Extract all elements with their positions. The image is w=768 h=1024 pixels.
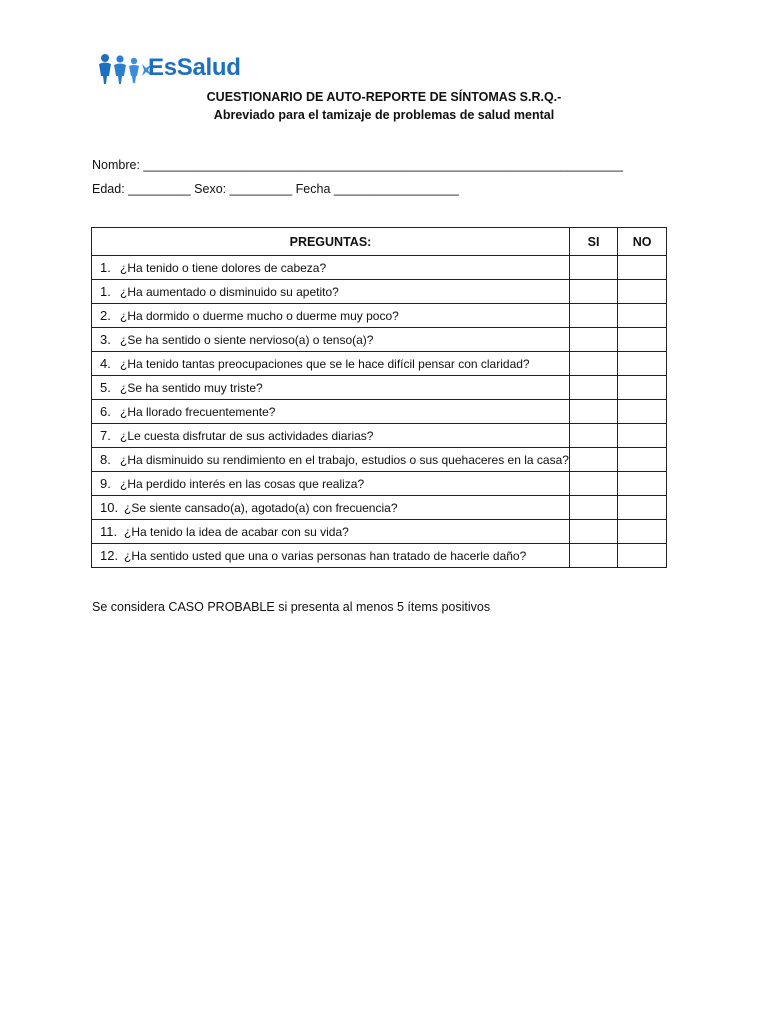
- table-row: [92, 472, 667, 496]
- question-text: ¿Ha disminuido su rendimiento en el trabajo, estudios o sus quehaceres en la casa?: [120, 453, 569, 467]
- question-text: ¿Ha dormido o duerme mucho o duerme muy poco?: [120, 309, 399, 323]
- answer-no-cell[interactable]: [618, 352, 667, 376]
- table-row: [92, 520, 667, 544]
- answer-si-cell[interactable]: [569, 352, 617, 376]
- question-number: 6.: [100, 404, 111, 419]
- table-row: [92, 400, 667, 424]
- table-row: [92, 328, 667, 352]
- question-text: ¿Ha perdido interés en las cosas que realiza?: [120, 477, 365, 491]
- answer-no-cell[interactable]: [618, 424, 667, 448]
- question-number: 11.: [100, 524, 118, 539]
- table-row: [92, 496, 667, 520]
- question-text: ¿Le cuesta disfrutar de sus actividades diarias?: [120, 429, 374, 443]
- answer-si-cell[interactable]: [569, 520, 617, 544]
- answer-no-cell[interactable]: [618, 400, 667, 424]
- question-cell: [92, 496, 570, 520]
- answer-si-cell[interactable]: [569, 496, 617, 520]
- question-cell: [92, 376, 570, 400]
- table-row: [92, 424, 667, 448]
- question-text: ¿Se ha sentido muy triste?: [120, 381, 263, 395]
- scoring-note: Se considera CASO PROBABLE si presenta al menos 5 ítems positivos: [92, 600, 491, 614]
- question-cell: [92, 424, 570, 448]
- question-cell: [92, 400, 570, 424]
- question-number: 4.: [100, 356, 111, 371]
- answer-si-cell[interactable]: [569, 304, 617, 328]
- logo-text: EsSalud: [148, 54, 241, 81]
- question-number: 2.: [100, 308, 111, 323]
- table-row: [92, 256, 667, 280]
- table-row: [92, 352, 667, 376]
- questions-table: [91, 227, 667, 568]
- question-text: ¿Ha tenido o tiene dolores de cabeza?: [120, 261, 327, 275]
- question-text: ¿Ha llorado frecuentemente?: [120, 405, 276, 419]
- answer-si-cell[interactable]: [569, 544, 617, 568]
- question-cell: [92, 472, 570, 496]
- answer-no-cell[interactable]: [618, 280, 667, 304]
- table-row: [92, 280, 667, 304]
- question-cell: [92, 544, 570, 568]
- answer-no-cell[interactable]: [618, 304, 667, 328]
- table-header-row: [92, 228, 667, 256]
- answer-no-cell[interactable]: [618, 496, 667, 520]
- question-text: ¿Se siente cansado(a), agotado(a) con frecuencia?: [124, 501, 398, 515]
- question-number: 10.: [100, 500, 119, 515]
- question-text: ¿Ha sentido usted que una o varias personas han tratado de hacerle daño?: [124, 549, 527, 563]
- question-number: 5.: [100, 380, 111, 395]
- question-cell: [92, 304, 570, 328]
- document-title: CUESTIONARIO DE AUTO-REPORTE DE SÍNTOMAS S.R.Q.-: [206, 90, 562, 104]
- answer-no-cell[interactable]: [618, 472, 667, 496]
- table-row: [92, 304, 667, 328]
- answer-si-cell[interactable]: [569, 448, 617, 472]
- answer-no-cell[interactable]: [618, 376, 667, 400]
- question-cell: [92, 328, 570, 352]
- question-cell: [92, 256, 570, 280]
- answer-si-cell[interactable]: [569, 256, 617, 280]
- nombre-field[interactable]: Nombre: _____________________________________________________________________: [92, 158, 624, 172]
- document-subtitle: Abreviado para el tamizaje de problemas de salud mental: [213, 108, 555, 122]
- family-figures-icon: [96, 50, 152, 86]
- answer-no-cell[interactable]: [618, 448, 667, 472]
- question-cell: [92, 352, 570, 376]
- question-number: 8.: [100, 452, 111, 467]
- question-number: 1.: [100, 260, 111, 275]
- header-preguntas: PREGUNTAS:: [92, 228, 570, 256]
- table-row: [92, 544, 667, 568]
- question-cell: [92, 280, 570, 304]
- essalud-logo: [96, 48, 241, 88]
- question-number: 7.: [100, 428, 111, 443]
- answer-si-cell[interactable]: [569, 472, 617, 496]
- answer-si-cell[interactable]: [569, 400, 617, 424]
- question-number: 9.: [100, 476, 111, 491]
- edad-sexo-fecha-field[interactable]: Edad: _________ Sexo: _________ Fecha __________________: [92, 182, 460, 196]
- table-row: [92, 376, 667, 400]
- question-cell: [92, 448, 570, 472]
- answer-no-cell[interactable]: [618, 544, 667, 568]
- header-no: NO: [618, 228, 667, 256]
- header-si: SI: [569, 228, 617, 256]
- question-number: 3.: [100, 332, 111, 347]
- question-text: ¿Ha tenido tantas preocupaciones que se le hace difícil pensar con claridad?: [120, 357, 530, 371]
- answer-no-cell[interactable]: [618, 256, 667, 280]
- question-text: ¿Se ha sentido o siente nervioso(a) o tenso(a)?: [120, 333, 374, 347]
- question-number: 12.: [100, 548, 119, 563]
- question-text: ¿Ha tenido la idea de acabar con su vida?: [124, 525, 349, 539]
- answer-no-cell[interactable]: [618, 328, 667, 352]
- question-number: 1.: [100, 284, 111, 299]
- answer-si-cell[interactable]: [569, 328, 617, 352]
- answer-no-cell[interactable]: [618, 520, 667, 544]
- answer-si-cell[interactable]: [569, 280, 617, 304]
- question-text: ¿Ha aumentado o disminuido su apetito?: [120, 285, 339, 299]
- answer-si-cell[interactable]: [569, 424, 617, 448]
- question-cell: [92, 520, 570, 544]
- table-row: [92, 448, 667, 472]
- answer-si-cell[interactable]: [569, 376, 617, 400]
